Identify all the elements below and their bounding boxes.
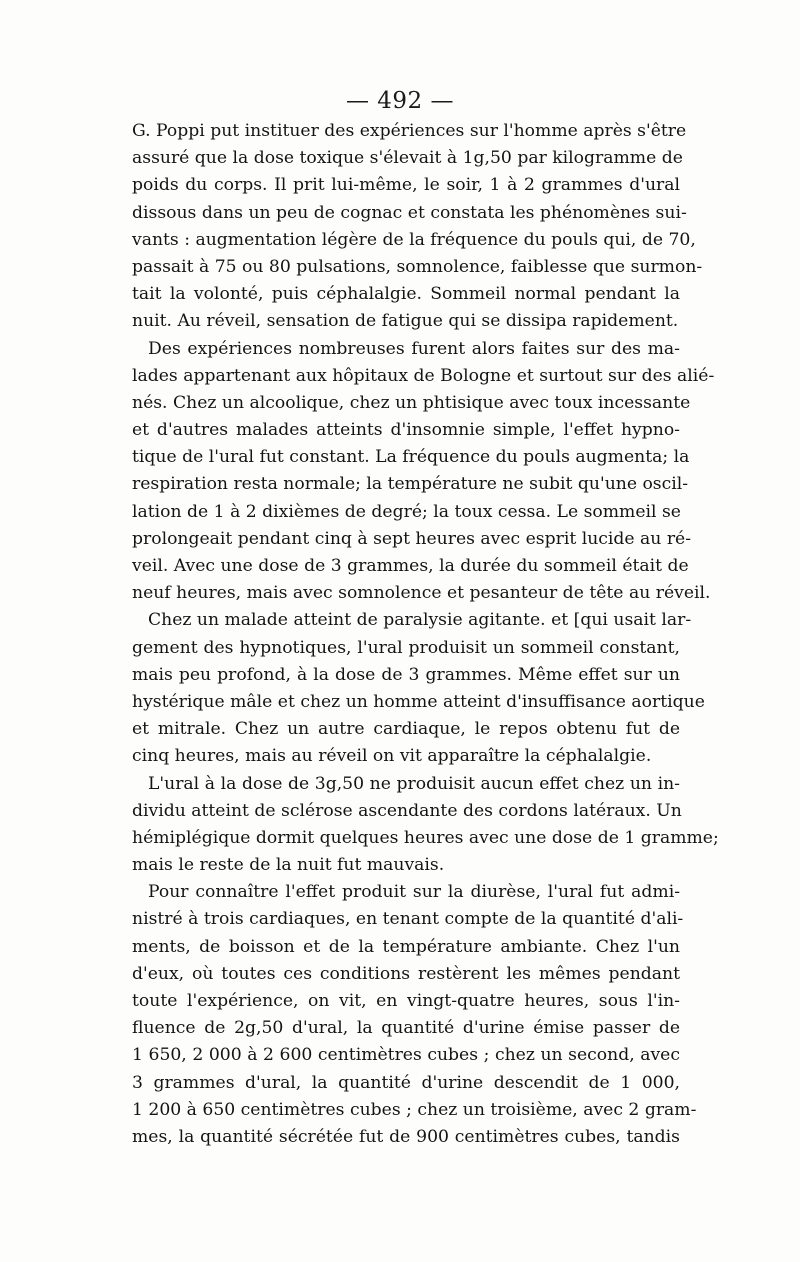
- text-line: lation de 1 à 2 dixièmes de degré; la toux cessa. Le sommeil se: [132, 501, 681, 522]
- text-line: 3 grammes d'ural, la quantité d'urine descendit de 1 000,: [132, 1072, 680, 1093]
- text-line: vants : augmentation légère de la fréquence du pouls qui, de 70,: [132, 229, 696, 250]
- text-line: d'eux, où toutes ces conditions restèrent les mêmes pendant: [132, 963, 680, 984]
- text-line: fluence de 2g,50 d'ural, la quantité d'urine émise passer de: [132, 1018, 680, 1039]
- text-line: veil. Avec une dose de 3 grammes, la durée du sommeil était de: [132, 556, 689, 576]
- text-line: tait la volonté, puis céphalalgie. Sommeil normal pendant la: [132, 284, 680, 305]
- text-line: dissous dans un peu de cognac et constata les phénomènes sui-: [132, 202, 687, 223]
- text-line: hémiplégique dormit quelques heures avec une dose de 1 gramme;: [132, 827, 719, 848]
- text-line: nés. Chez un alcoolique, chez un phtisique avec toux incessante: [132, 392, 691, 413]
- text-line: et d'autres malades atteints d'insomnie simple, l'effet hypno-: [132, 420, 680, 441]
- text-line: passait à 75 ou 80 pulsations, somnolence, faiblesse que surmon-: [132, 256, 703, 277]
- text-line: nistré à trois cardiaques, en tenant compte de la quantité d'ali-: [132, 909, 684, 930]
- text-line: Chez un malade atteint de paralysie agitante. et [qui usait lar-: [148, 610, 692, 631]
- text-line: mais le reste de la nuit fut mauvais.: [132, 855, 445, 876]
- text-line: cinq heures, mais au réveil on vit apparaître la céphalalgie.: [132, 746, 652, 767]
- text-line: 1 200 à 650 centimètres cubes ; chez un troisième, avec 2 gram-: [132, 1099, 697, 1120]
- text-line: poids du corps. Il prit lui-même, le soir, 1 à 2 grammes d'ural: [132, 175, 680, 196]
- text-line: mais peu profond, à la dose de 3 grammes. Même effet sur un: [132, 664, 680, 685]
- text-line: et mitrale. Chez un autre cardiaque, le repos obtenu fut de: [132, 719, 680, 740]
- text-line: Pour connaître l'effet produit sur la diurèse, l'ural fut admi-: [148, 882, 680, 903]
- text-line: Des expériences nombreuses furent alors faites sur des ma-: [148, 338, 680, 359]
- text-line: assuré que la dose toxique s'élevait à 1g,50 par kilogramme de: [132, 148, 683, 169]
- text-line: lades appartenant aux hôpitaux de Bologne et surtout sur des alié-: [132, 365, 715, 386]
- text-line: L'ural à la dose de 3g,50 ne produisit aucun effet chez un in-: [148, 773, 680, 794]
- body-text: [132, 118, 719, 1151]
- page-number: — 492 —: [345, 88, 455, 114]
- text-line: tique de l'ural fut constant. La fréquence du pouls augmenta; la: [132, 447, 690, 468]
- text-line: dividu atteint de sclérose ascendante des cordons latéraux. Un: [132, 800, 682, 821]
- text-line: neuf heures, mais avec somnolence et pesanteur de tête au réveil.: [132, 583, 711, 604]
- text-line: respiration resta normale; la température ne subit qu'une oscil-: [132, 474, 689, 495]
- text-line: G. Poppi put instituer des expériences sur l'homme après s'être: [132, 121, 687, 141]
- text-line: mes, la quantité sécrétée fut de 900 centimètres cubes, tandis: [132, 1126, 680, 1147]
- text-line: gement des hypnotiques, l'ural produisit un sommeil constant,: [132, 637, 680, 658]
- text-line: 1 650, 2 000 à 2 600 centimètres cubes ; chez un second, avec: [132, 1045, 680, 1066]
- text-line: hystérique mâle et chez un homme atteint d'insuffisance aortique: [132, 691, 705, 712]
- text-line: toute l'expérience, on vit, en vingt-quatre heures, sous l'in-: [132, 991, 680, 1011]
- text-line: nuit. Au réveil, sensation de fatigue qui se dissipa rapidement.: [132, 311, 679, 332]
- text-line: ments, de boisson et de la température ambiante. Chez l'un: [132, 936, 680, 957]
- text-line: prolongeait pendant cinq à sept heures avec esprit lucide au ré-: [132, 528, 692, 549]
